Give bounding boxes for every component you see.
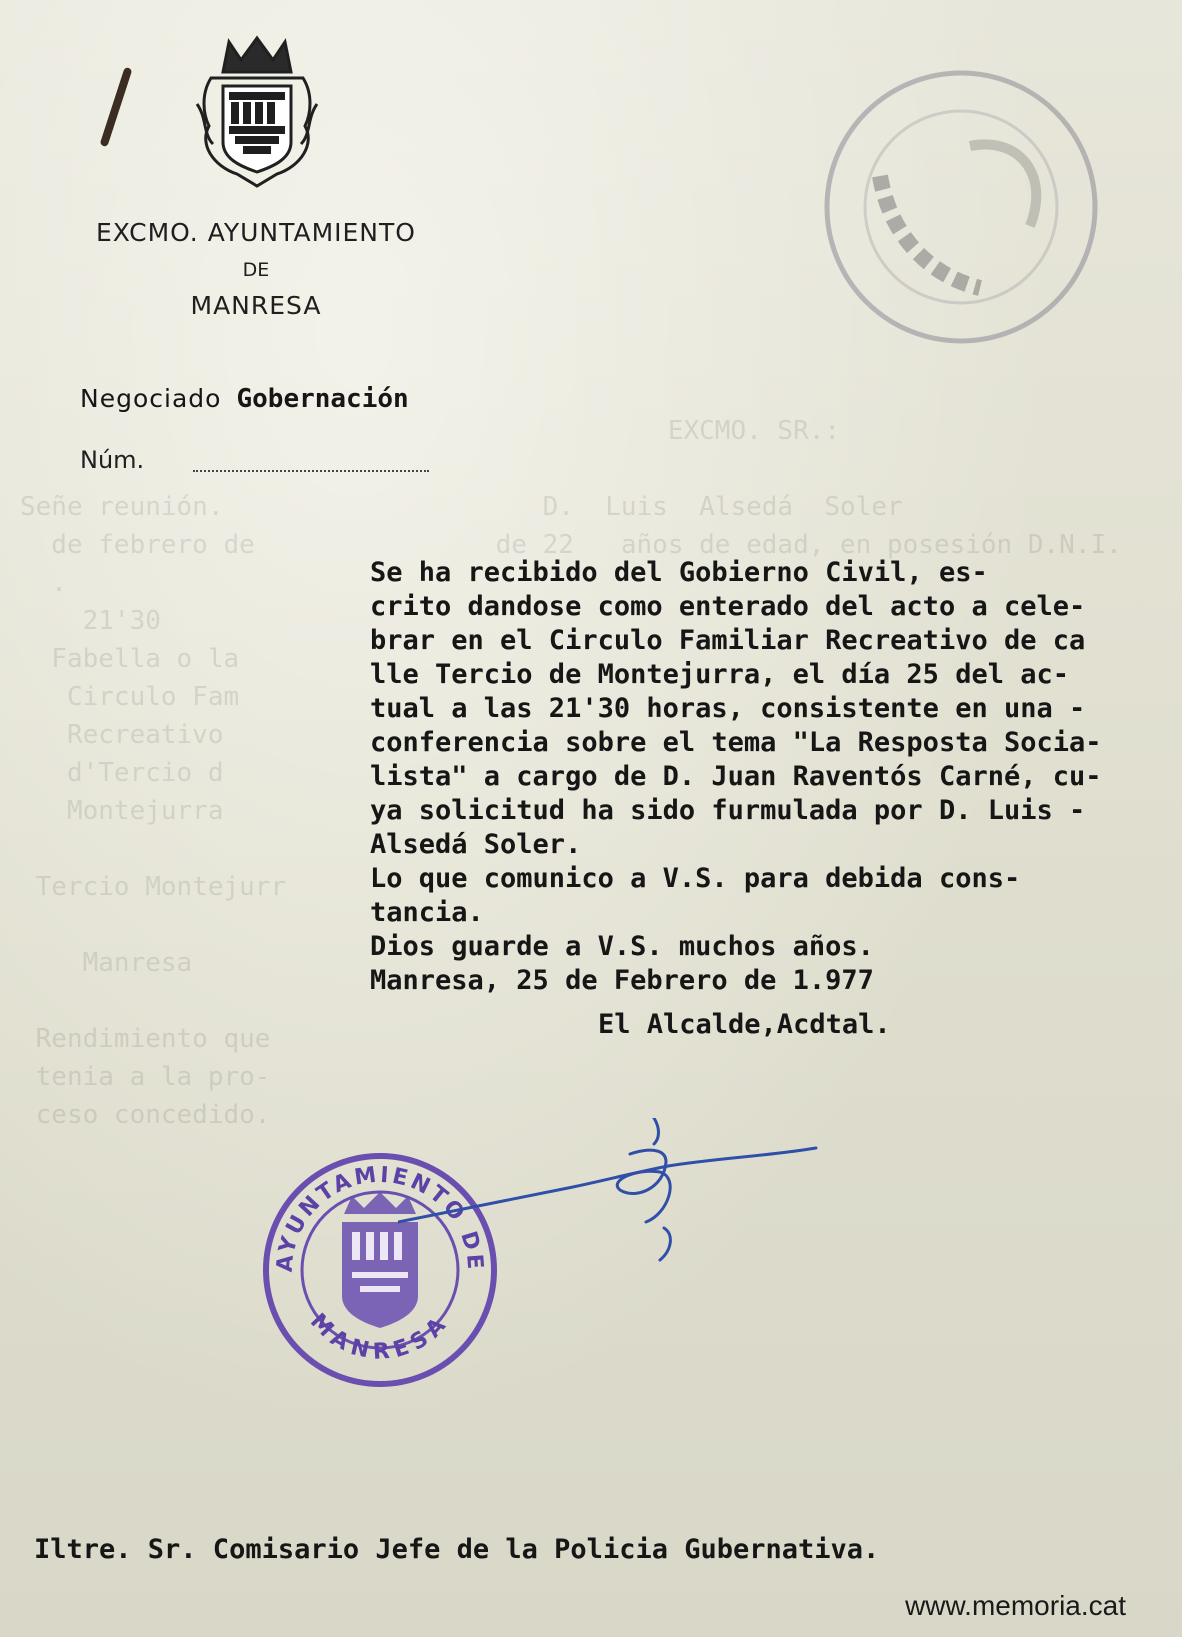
body-line: tancia. bbox=[370, 897, 484, 928]
coat-of-arms-icon bbox=[193, 34, 321, 192]
show-through-text-right: EXCMO. SR.: D. Luis Alsedá Soler de 22 años de edad, en posesión D.N.I. bbox=[495, 416, 1122, 560]
body-line: Alsedá Soler. bbox=[370, 829, 582, 860]
negociado-value: Gobernación bbox=[236, 384, 409, 414]
seal-top-text: AYUNTAMIENTO DE bbox=[272, 1162, 488, 1273]
negociado-label: Negociado bbox=[80, 384, 222, 413]
show-through-text: Señe reunión. de febrero de . 21'30 Fabella o la Circulo Fam Recreativo d'Tercio d Montejurra Tercio Montejurr Manresa Rendimiento que tenia a la pro- ceso concedido. bbox=[20, 492, 287, 1130]
signatory-line: El Alcalde,Acdtal. bbox=[598, 1009, 891, 1040]
body-line: tual a las 21'30 horas, consistente en una - bbox=[370, 693, 1086, 724]
letterhead bbox=[56, 218, 456, 320]
handwritten-signature bbox=[398, 1118, 818, 1288]
body-line: ya solicitud ha sido furmulada por D. Luis - bbox=[370, 795, 1086, 826]
letterhead-line-2: DE bbox=[242, 259, 270, 281]
closing-line: Dios guarde a V.S. muchos años. bbox=[370, 931, 874, 962]
body-line: brar en el Circulo Familiar Recreativo de ca bbox=[370, 625, 1086, 656]
letter-body bbox=[370, 556, 1130, 1042]
body-line: conferencia sobre el tema "La Resposta Socia- bbox=[370, 727, 1102, 758]
website-watermark: www.memoria.cat bbox=[905, 1590, 1126, 1621]
body-line: lista" a cargo de D. Juan Raventós Carné, cu- bbox=[370, 761, 1102, 792]
body-line: Lo que comunico a V.S. para debida cons- bbox=[370, 863, 1021, 894]
letterhead-line-1: EXCMO. AYUNTAMIENTO bbox=[96, 218, 416, 247]
letterhead-line-3: MANRESA bbox=[190, 291, 322, 320]
seal-bottom-text: MANRESA bbox=[305, 1308, 455, 1365]
body-line: lle Tercio de Montejurra, el día 25 del ac- bbox=[370, 659, 1069, 690]
date-line: Manresa, 25 de Febrero de 1.977 bbox=[370, 965, 874, 996]
faded-stamp bbox=[820, 66, 1102, 348]
num-label: Núm. bbox=[80, 446, 145, 474]
slash-mark bbox=[100, 67, 133, 147]
body-line: crito dandose como enterado del acto a cele- bbox=[370, 591, 1086, 622]
num-blank-line bbox=[193, 470, 429, 472]
negociado-field bbox=[80, 384, 409, 414]
body-line: Se ha recibido del Gobierno Civil, es- bbox=[370, 557, 988, 588]
addressee: Iltre. Sr. Comisario Jefe de la Policia Gubernativa. bbox=[34, 1534, 880, 1565]
